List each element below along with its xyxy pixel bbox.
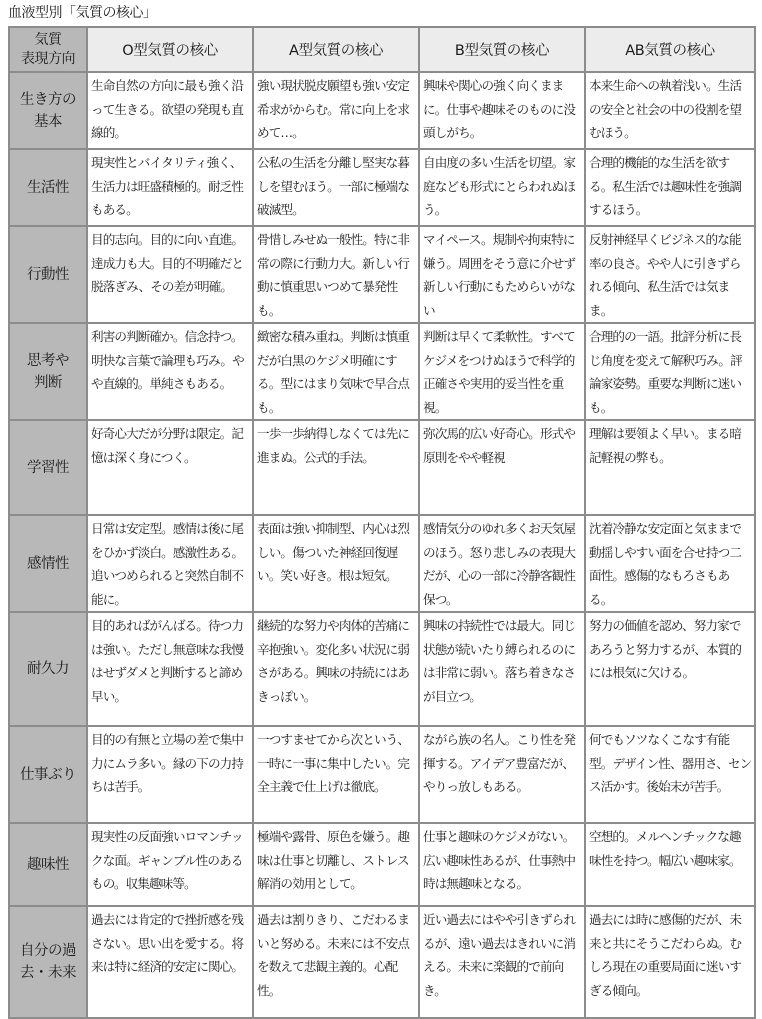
row-header <box>9 420 87 515</box>
table-cell-b: 興味の持続性では最大。同じ状態が続いたり縛られるのには非常に弱い。落ち着きなさが目立つ。 <box>419 612 585 726</box>
table-cell-o: 生命自然の方向に最も強く沿って生きる。欲望の発現も直線的。 <box>87 72 253 149</box>
row-header <box>9 515 87 612</box>
table-cell-a: 表面は強い抑制型、内心は烈しい。傷ついた神経回復遅い。笑い好き。根は短気。 <box>253 515 419 612</box>
table-cell-b: 近い過去にはやや引きずられるが、遠い過去はきれいに消える。未来に楽観的で前向き。 <box>419 906 585 1018</box>
row-header <box>9 226 87 323</box>
table-cell-a: 過去は割りきり、こだわるまいと努める。未来には不安点を数えて悲観主義的。心配性。 <box>253 906 419 1018</box>
temperament-table <box>8 26 756 1019</box>
table-row <box>9 906 755 1018</box>
row-header <box>9 906 87 1018</box>
table-cell-ab: 何でもソツなくこなす有能型。デザイン性、器用さ、センス活かす。後始末が苦手。 <box>585 726 755 823</box>
table-cell-o: 現実性の反面強いロマンチックな面。ギャンブル性のあるもの。収集趣味等。 <box>87 823 253 906</box>
table-cell-b: マイペース。規制や拘束特に嫌う。周囲をそう意に介せず新しい行動にもためらいがない <box>419 226 585 323</box>
row-header-line: 感情性 <box>27 555 69 572</box>
row-header-line: 学習性 <box>27 459 69 476</box>
corner-header-line: 気質 <box>34 31 62 48</box>
row-header-line: 思考や <box>27 352 69 369</box>
table-cell-o: 目的あればがんばる。待つ力は強い。ただし無意味な我慢はせずダメと判断すると諦め早い。 <box>87 612 253 726</box>
table-cell-b: 判断は早くて柔軟性。すべてケジメをつけぬほうで科学的正確さや実用的妥当性を重視。 <box>419 323 585 420</box>
table-cell-ab: 合理的の一語。批評分析に長じ角度を変えて解釈巧み。評論家姿勢。重要な判断に迷いも。 <box>585 323 755 420</box>
row-header <box>9 823 87 906</box>
row-header-line: 生き方の <box>20 91 76 108</box>
row-header <box>9 323 87 420</box>
table-cell-o: 好奇心大だが分野は限定。記憶は深く身につく。 <box>87 420 253 515</box>
table-cell-o: 目的の有無と立場の差で集中力にムラ多い。縁の下の力持ちは苦手。 <box>87 726 253 823</box>
table-cell-b: 興味や関心の強く向くままに。仕事や趣味そのものに没頭しがち。 <box>419 72 585 149</box>
table-cell-o: 目的志向。目的に向い直進。達成力も大。目的不明確だと脱落ぎみ、その差が明確。 <box>87 226 253 323</box>
row-header-line: 生活性 <box>27 179 69 196</box>
table-row <box>9 612 755 726</box>
row-header-line: 自分の過 <box>20 943 76 959</box>
row-header <box>9 726 87 823</box>
document-title: 血液型別「気質の核心」 <box>8 5 157 21</box>
header-row <box>9 27 755 72</box>
table-cell-a: 一つすませてから次という、一時に一事に集中したい。完全主義で仕上げは徹底。 <box>253 726 419 823</box>
table-cell-b: 弥次馬的広い好奇心。形式や原則をやや軽視 <box>419 420 585 515</box>
table-cell-ab: 努力の価値を認め、努力家であろうと努力するが、本質的には根気に欠ける。 <box>585 612 755 726</box>
table-row <box>9 226 755 323</box>
row-header-line: 行動性 <box>27 266 69 283</box>
column-header-ab: AB気質の核心 <box>585 27 755 72</box>
table-row <box>9 323 755 420</box>
row-header-line: 判断 <box>34 374 62 391</box>
table-cell-ab: 過去には時に感傷的だが、未来と共にそうこだわらぬ。むしろ現在の重要局面に迷いすぎる傾向。 <box>585 906 755 1018</box>
table-cell-b: ながら族の名人。こり性を発揮する。アイデア豊富だが、やりっ放しもある。 <box>419 726 585 823</box>
table-cell-ab: 空想的。メルヘンチックな趣味性を持つ。幅広い趣味家。 <box>585 823 755 906</box>
table-cell-b: 仕事と趣味のケジメがない。広い趣味性あるが、仕事熱中時は無趣味となる。 <box>419 823 585 906</box>
table-cell-a: 強い現状脱皮願望も強い安定希求がからむ。常に向上を求めて…。 <box>253 72 419 149</box>
table-row <box>9 72 755 149</box>
table-cell-a: 極端や露骨、原色を嫌う。趣味は仕事と切離し、ストレス解消の効用として。 <box>253 823 419 906</box>
table-cell-o: 過去には肯定的で挫折感を残さない。思い出を愛する。将来は特に経済的安定に関心。 <box>87 906 253 1018</box>
table-cell-ab: 沈着冷静な安定面と気ままで動揺しやすい面を合せ持つ二面性。感傷的なもろさもある。 <box>585 515 755 612</box>
table-cell-b: 自由度の多い生活を切望。家庭なども形式にとらわれぬほう。 <box>419 149 585 226</box>
row-header-line: 趣味性 <box>27 856 69 873</box>
table-cell-a: 緻密な積み重ね。判断は慎重だが白黒のケジメ明確にする。型にはまり気味で早合点も。 <box>253 323 419 420</box>
row-header <box>9 612 87 726</box>
column-header-a: A型気質の核心 <box>253 27 419 72</box>
table-row <box>9 420 755 515</box>
table-cell-a: 骨惜しみせぬ一般性。特に非常の際に行動力大。新しい行動に慎重思いつめて暴発性も。 <box>253 226 419 323</box>
row-header-line: 仕事ぶり <box>20 766 76 783</box>
table-cell-o: 日常は安定型。感情は後に尾をひかず淡白。感激性ある。追いつめられると突然自制不能に。 <box>87 515 253 612</box>
table-cell-o: 現実性とバイタリティ強く、生活力は旺盛積極的。耐乏性もある。 <box>87 149 253 226</box>
table-cell-ab: 理解は要領よく早い。まる暗記軽視の弊も。 <box>585 420 755 515</box>
table-cell-ab: 本来生命への執着浅い。生活の安全と社会の中の役割を望むほう。 <box>585 72 755 149</box>
row-header <box>9 72 87 149</box>
table-cell-a: 一歩一歩納得しなくては先に進まぬ。公式的手法。 <box>253 420 419 515</box>
corner-header <box>9 27 87 72</box>
table-cell-a: 公私の生活を分離し堅実な暮しを望むほう。一部に極端な破滅型。 <box>253 149 419 226</box>
row-header-line: 去・未来 <box>20 965 76 981</box>
table-cell-ab: 反射神経早くビジネス的な能率の良さ。やや人に引きずられる傾向、私生活では気まま。 <box>585 226 755 323</box>
table-row <box>9 823 755 906</box>
corner-header-line: 表現方向 <box>21 50 75 67</box>
table-cell-a: 継続的な努力や肉体的苦痛に辛抱強い。変化多い状況に弱さがある。興味の持続にはあきっぽい。 <box>253 612 419 726</box>
row-header-line: 基本 <box>34 113 62 130</box>
table-row <box>9 149 755 226</box>
table-cell-ab: 合理的機能的な生活を欲する。私生活では趣味性を強調するほう。 <box>585 149 755 226</box>
column-header-b: B型気質の核心 <box>419 27 585 72</box>
table-cell-b: 感情気分のゆれ多くお天気屋のほう。怒り悲しみの表現大だが、心の一部に冷静客観性保つ。 <box>419 515 585 612</box>
table-row <box>9 726 755 823</box>
row-header-line: 耐久力 <box>27 661 69 677</box>
column-header-o: O型気質の核心 <box>87 27 253 72</box>
table-row <box>9 515 755 612</box>
row-header <box>9 149 87 226</box>
table-cell-o: 利害の判断確か。信念持つ。明快な言葉で論理も巧み。やや直線的。単純さもある。 <box>87 323 253 420</box>
